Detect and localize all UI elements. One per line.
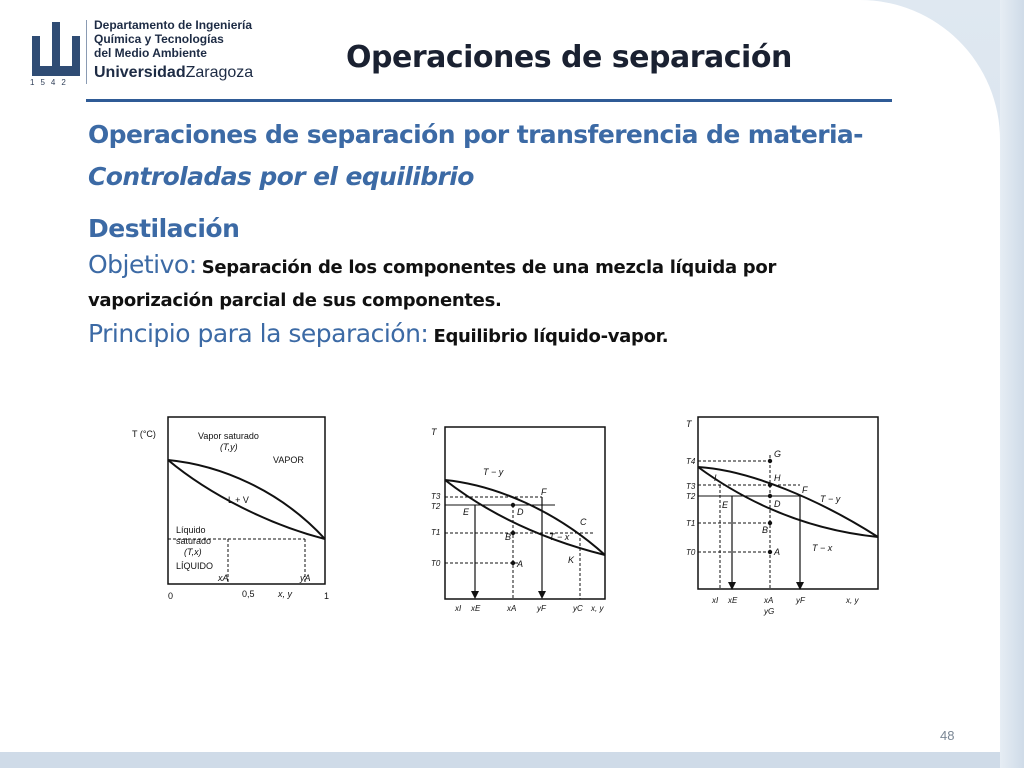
f3-xi: xI bbox=[712, 596, 719, 605]
figure-phase-diagram bbox=[110, 405, 350, 615]
logo-line-1: Departamento de Ingeniería bbox=[94, 18, 253, 32]
f2-b: B bbox=[505, 532, 512, 542]
figures-row bbox=[100, 405, 900, 630]
slide-subtitle bbox=[88, 120, 863, 192]
f2-d: D bbox=[517, 507, 524, 517]
f3-t0: T0 bbox=[686, 548, 696, 557]
f3-ylabel: T bbox=[686, 419, 692, 429]
f2-xi: xI bbox=[455, 604, 462, 613]
objective-line bbox=[88, 247, 878, 286]
phase-diagram-svg bbox=[110, 405, 350, 610]
f3-xe: xE bbox=[728, 596, 738, 605]
f2-xlabel: x, y bbox=[591, 604, 604, 613]
principle-line bbox=[88, 316, 878, 355]
objective-text-1: Separación de los componentes de una mezcla líquida por bbox=[201, 257, 777, 278]
logo-department bbox=[94, 18, 252, 60]
point-a bbox=[511, 561, 515, 565]
logo-year: 1542 bbox=[30, 78, 72, 87]
f1-region-vapor: VAPOR bbox=[273, 455, 304, 465]
logo-university bbox=[94, 64, 253, 82]
f3-g: G bbox=[774, 449, 782, 459]
f2-ylabel: T bbox=[431, 427, 437, 437]
f3-dew: T − y bbox=[820, 494, 841, 504]
page-number: 48 bbox=[940, 728, 955, 743]
point-d bbox=[511, 503, 515, 507]
f2-bubble: T − x bbox=[549, 532, 570, 542]
slide-body bbox=[88, 211, 878, 355]
f3-t2: T2 bbox=[686, 492, 696, 501]
f2-c: C bbox=[580, 517, 587, 527]
f3-t4: T4 bbox=[686, 457, 696, 466]
f1-region-mid: L + V bbox=[228, 495, 249, 505]
figure-temperature-diagram bbox=[670, 405, 900, 635]
f3-f: F bbox=[802, 485, 808, 495]
f2-a: A bbox=[517, 559, 524, 569]
logo-line-2: Química y Tecnologías bbox=[94, 32, 224, 46]
title-rule bbox=[86, 99, 892, 102]
f2-k: K bbox=[568, 555, 575, 565]
f2-yc: yC bbox=[573, 604, 583, 613]
objective-text-2: vaporización parcial de sus componentes. bbox=[88, 290, 502, 311]
figure-flash-diagram bbox=[405, 405, 645, 635]
emblem-icon bbox=[32, 20, 80, 76]
f3-a: A bbox=[774, 547, 781, 557]
logo-univ-bold: Universidad bbox=[94, 64, 186, 81]
logo-line-3: del Medio Ambiente bbox=[94, 46, 207, 60]
point-a bbox=[768, 550, 772, 554]
section-heading: Destilación bbox=[88, 214, 240, 243]
f3-e: E bbox=[722, 500, 729, 510]
f1-xlabel: x, y bbox=[278, 589, 293, 599]
point-b bbox=[768, 521, 772, 525]
point-h bbox=[768, 483, 772, 487]
f3-bubble: T − x bbox=[812, 543, 833, 553]
f2-t3: T3 bbox=[431, 492, 441, 501]
slide-title: Operaciones de separación bbox=[346, 40, 792, 75]
principle-text: Equilibrio líquido-vapor. bbox=[433, 326, 669, 347]
f1-vapor-label: Vapor saturado bbox=[198, 431, 259, 441]
f1-liquid-label2: saturado bbox=[176, 536, 212, 546]
f3-xa: xA bbox=[764, 596, 774, 605]
f1-liquid-sub: (T,x) bbox=[184, 547, 202, 557]
point-d bbox=[768, 494, 772, 498]
principle-label: Principio para la separación: bbox=[88, 319, 429, 348]
logo-univ-rest: Zaragoza bbox=[185, 64, 254, 81]
point-b bbox=[511, 531, 515, 535]
f1-xa: xA bbox=[218, 573, 229, 583]
university-logo bbox=[14, 16, 270, 88]
f1-ylabel: T (°C) bbox=[132, 429, 156, 439]
f3-t3: T3 bbox=[686, 482, 696, 491]
f2-t1: T1 bbox=[431, 528, 441, 537]
f2-yf: yF bbox=[537, 604, 546, 613]
f3-t1: T1 bbox=[686, 519, 696, 528]
f1-tick-05: 0,5 bbox=[242, 589, 255, 599]
f3-yg: yG bbox=[764, 607, 775, 616]
logo-divider bbox=[86, 20, 87, 84]
f2-xe: xE bbox=[471, 604, 481, 613]
objective-label: Objetivo: bbox=[88, 250, 197, 279]
f1-vapor-sub: (T,y) bbox=[220, 442, 238, 452]
f3-xlabel: x, y bbox=[846, 596, 859, 605]
f1-tick-1: 1 bbox=[324, 591, 330, 601]
f2-f: F bbox=[541, 487, 547, 497]
subtitle-line-2: Controladas por el equilibrio bbox=[88, 162, 474, 191]
f3-yf: yF bbox=[796, 596, 805, 605]
f3-h: H bbox=[774, 473, 781, 483]
f2-dew: T − y bbox=[483, 467, 504, 477]
f3-b: B bbox=[762, 525, 769, 535]
f1-liquid-label: Líquido bbox=[176, 525, 206, 535]
f2-e: E bbox=[463, 507, 470, 517]
f1-tick-0: 0 bbox=[168, 591, 174, 601]
point-g bbox=[768, 459, 772, 463]
f1-region-liquid: LÍQUIDO bbox=[176, 561, 214, 571]
f3-d: D bbox=[774, 499, 781, 509]
temperature-diagram-svg bbox=[670, 405, 900, 630]
subtitle-line-1: Operaciones de separación por transferencia de materia- bbox=[88, 120, 863, 149]
flash-diagram-svg bbox=[405, 405, 645, 630]
f3-i: I bbox=[714, 473, 717, 483]
f1-ya: yA bbox=[300, 573, 311, 583]
f2-xa: xA bbox=[507, 604, 517, 613]
f2-t2: T2 bbox=[431, 502, 441, 511]
f2-t0: T0 bbox=[431, 559, 441, 568]
